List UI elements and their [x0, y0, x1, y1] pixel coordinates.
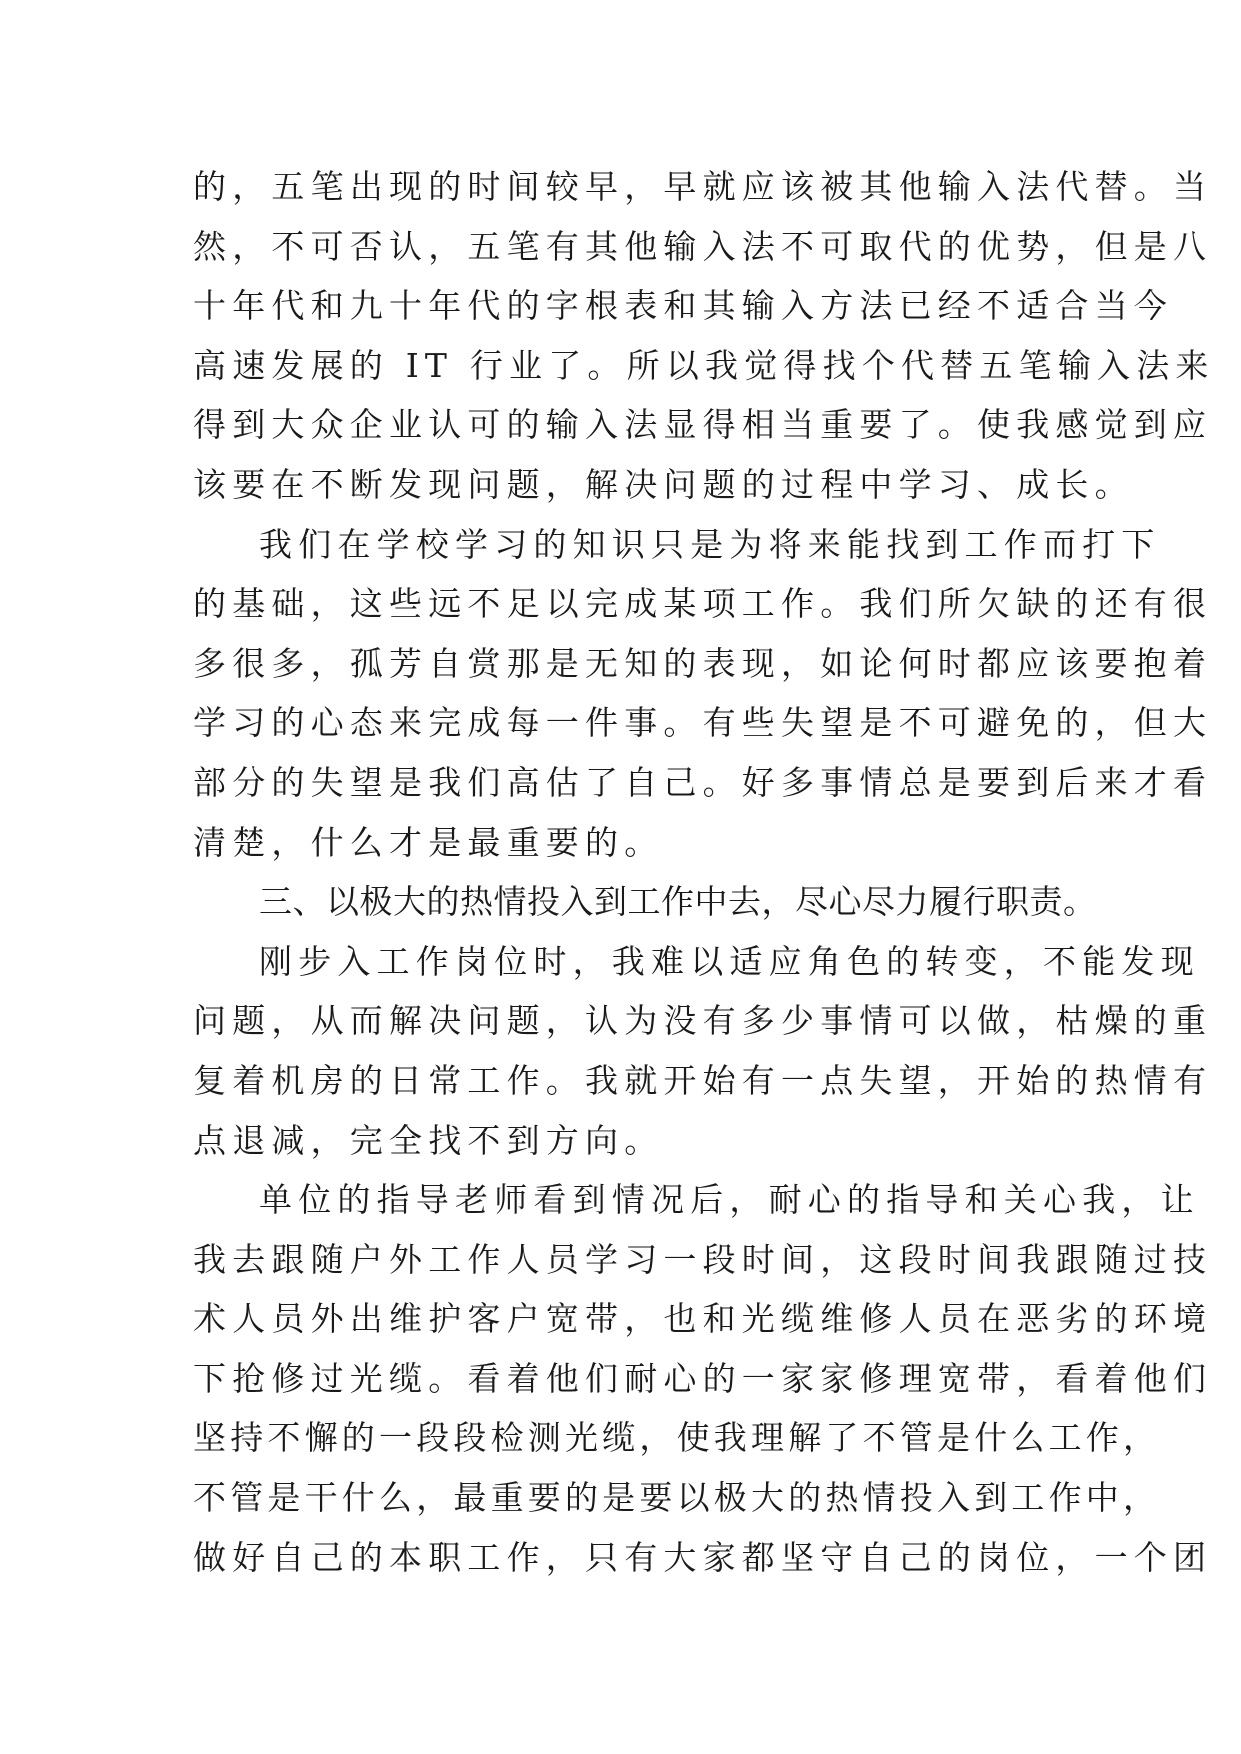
paragraph-start-line: 刚步入工作岗位时，我难以适应角色的转变，不能发现 [259, 941, 1200, 981]
text-line: 我去跟随户外工作人员学习一段时间，这段时间我跟随过技 [193, 1239, 1213, 1279]
text-line: 问题，从而解决问题，认为没有多少事情可以做，枯燥的重 [193, 1001, 1213, 1041]
text-line: 十年代和九十年代的字根表和其输入方法已经不适合当今 [193, 286, 1173, 326]
text-line: 然，不可否认，五笔有其他输入法不可取代的优势，但是八 [193, 226, 1213, 266]
text-line: 的，五笔出现的时间较早，早就应该被其他输入法代替。当 [193, 167, 1213, 206]
text-line: 学习的心态来完成每一件事。有些失望是不可避免的，但大 [193, 703, 1213, 743]
text-line: 该要在不断发现问题，解决问题的过程中学习、成长。 [193, 464, 1134, 504]
text-line: 不管是干什么，最重要的是要以极大的热情投入到工作中， [193, 1478, 1161, 1518]
section-heading: 三、以极大的热情投入到工作中去，尽心尽力履行职责。 [259, 882, 1097, 922]
text-line: 下抢修过光缆。看着他们耐心的一家家修理宽带，看着他们 [193, 1358, 1213, 1398]
text-line: 复着机房的日常工作。我就开始有一点失望，开始的热情有 [193, 1060, 1213, 1100]
text-line: 做好自己的本职工作，只有大家都坚守自己的岗位，一个团 [193, 1537, 1213, 1577]
text-line: 坚持不懈的一段段检测光缆，使我理解了不管是什么工作， [193, 1418, 1161, 1458]
paragraph-start-line: 单位的指导老师看到情况后，耐心的指导和关心我，让 [259, 1180, 1200, 1220]
text-line: 多很多，孤芳自赏那是无知的表现，如论何时都应该要抱着 [193, 643, 1213, 683]
text-line: 清楚，什么才是最重要的。 [193, 822, 664, 862]
text-line: 点退减，完全找不到方向。 [193, 1120, 664, 1160]
text-line: 的基础，这些远不足以完成某项工作。我们所欠缺的还有很 [193, 584, 1213, 624]
body-text [193, 157, 1215, 1587]
paragraph-start-line: 我们在学校学习的知识只是为将来能找到工作而打下 [259, 524, 1161, 564]
text-line: 高速发展的 IT 行业了。所以我觉得找个代替五笔输入法来 [193, 345, 1215, 385]
text-line: 术人员外出维护客户宽带，也和光缆维修人员在恶劣的环境 [193, 1299, 1213, 1339]
text-line: 部分的失望是我们高估了自己。好多事情总是要到后来才看 [193, 762, 1213, 802]
text-line: 得到大众企业认可的输入法显得相当重要了。使我感觉到应 [193, 405, 1213, 445]
